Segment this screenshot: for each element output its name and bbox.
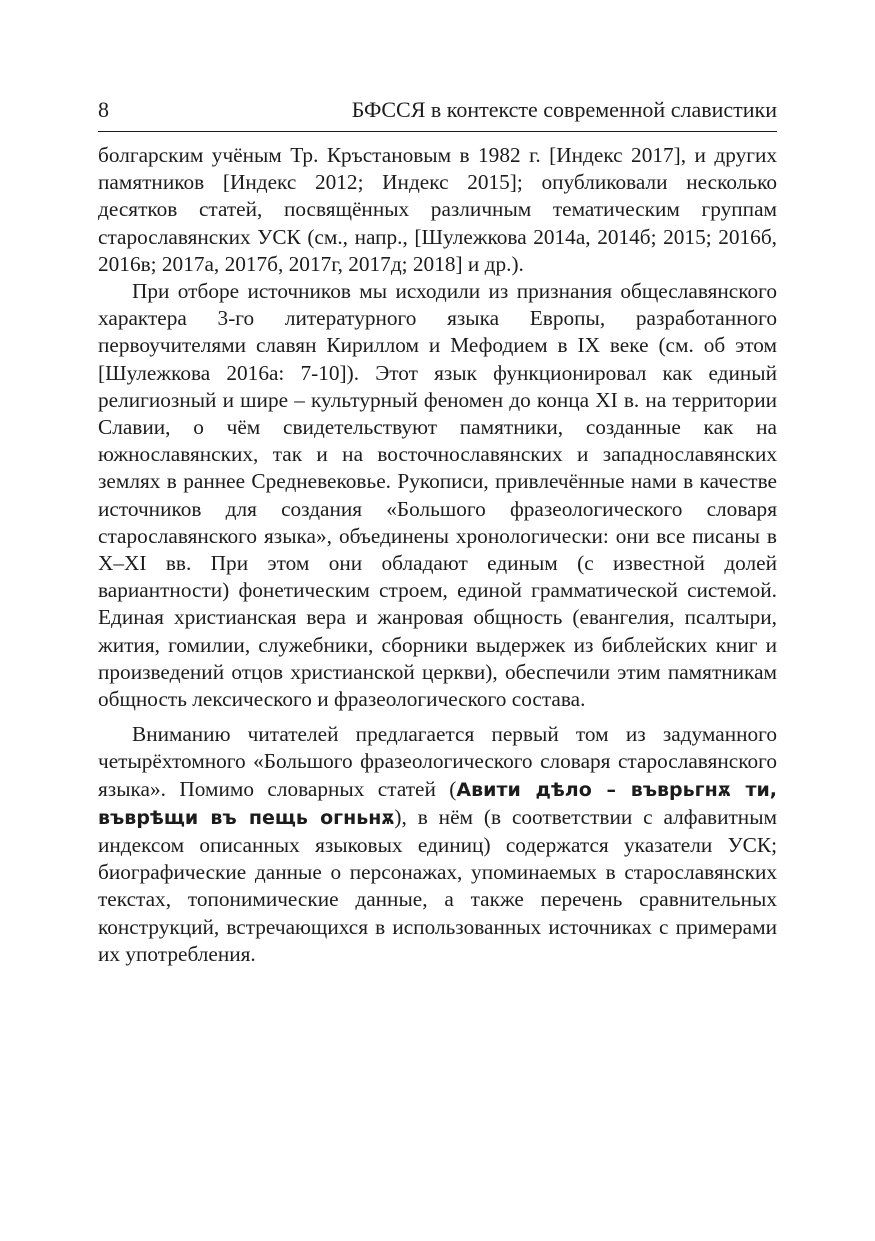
paragraph-2: При отборе источников мы исходили из признания общеславянского характера 3-го литературного языка Европы, разработанного первоучителями славян Кириллом и Мефодием в IX веке (см. об этом [Шулежкова 2016а: 7-10]). Этот язык функционировал как единый религиозный и шире – культурный феномен до конца XI в. на территории Славии, о чём свидетельствуют памятники, созданные как на южнославянских, так и на восточнославянских и западнославянских землях в раннее Средневековье. Рукописи, привлечённые нами в качестве источников для создания «Большого фразеологического словаря старославянского языка», объединены хронологически: они все писаны в X–XI вв. При этом они обладают единым (с известной долей вариантности) фонетическим строем, единой грамматической системой. Единая христианская вера и жанровая общность (евангелия, псалтыри, жития, гомилии, служебники, сборники выдержек из библейских книг и произведений отцов христианской церкви), обеспечили этим памятникам общность лексического и фразеологического состава. xyxy=(98,279,777,712)
running-header xyxy=(98,95,777,132)
paragraph-3-text-end: ), в нём (в соответствии с алфавитным индексом описанных языковых единиц) содержатся указатели УСК; биографические данные о персонажах, упоминаемых в старославянских текстах, топонимические данные, а также перечень сравнительных конструкций, встречающихся в использованных источниках с примерами их употребления. xyxy=(98,804,777,966)
paragraph-3 xyxy=(98,721,777,968)
main-text xyxy=(98,142,777,968)
running-title: БФССЯ в контексте современной славистики xyxy=(351,97,777,122)
old-church-slavonic-example: Авити дѣло – въврьгнѫ ти, въврѣщи въ пещь огньнѫ xyxy=(98,778,777,829)
paragraph-3-text-start: Вниманию читателей предлагается первый том из задуманного четырёхтомного «Большого фразеологического словаря старославянского языка». Помимо словарных статей ( xyxy=(98,722,777,801)
paragraph-1: болгарским учёным Тр. Кръстановым в 1982 г. [Индекс 2017], и других памятников [Индекс 2012; Индекс 2015]; опубликовали несколько десятков статей, посвящённых различным тематическим группам старославянских УСК (см., напр., [Шулежкова 2014а, 2014б; 2015; 2016б, 2016в; 2017а, 2017б, 2017г, 2017д; 2018] и др.). xyxy=(98,143,777,276)
book-page xyxy=(98,95,777,968)
page-number: 8 xyxy=(98,97,109,122)
